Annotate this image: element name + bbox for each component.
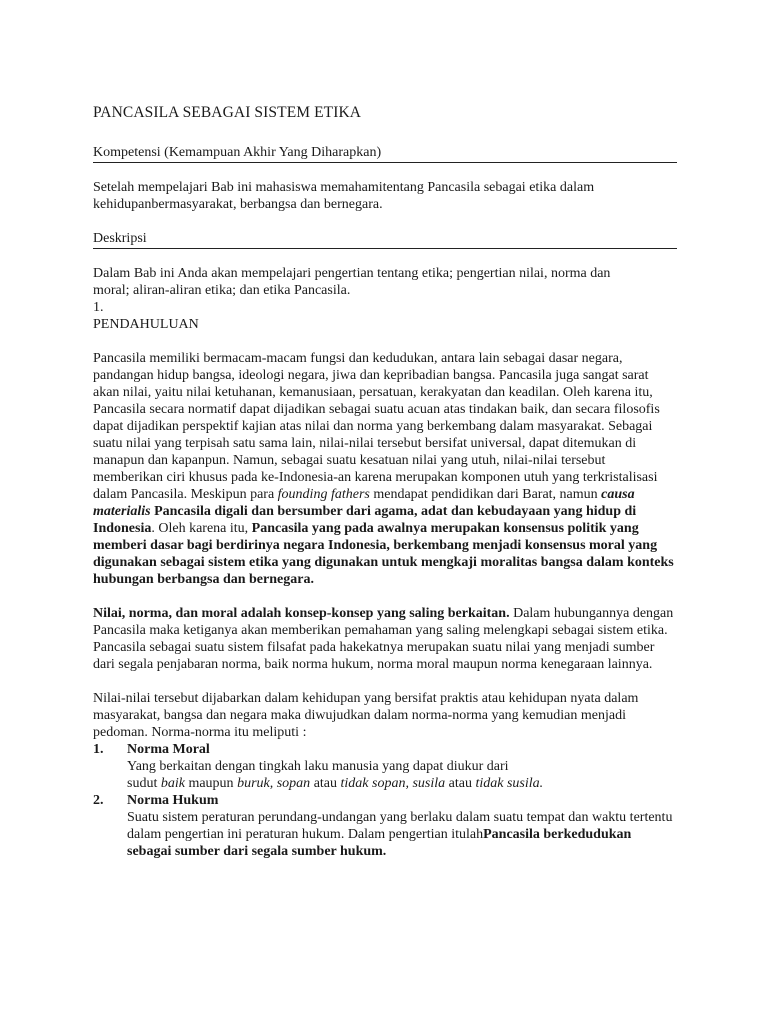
- list-body-norma-hukum: [93, 809, 677, 860]
- deskripsi-line-2: moral; aliran-aliran etika; dan etika Pancasila.: [93, 283, 351, 298]
- list-body-norma-moral: [93, 758, 677, 792]
- deskripsi-heading: Deskripsi: [93, 230, 677, 249]
- list-number: 1.: [93, 742, 104, 757]
- kompetensi-text: [93, 179, 677, 213]
- list-italic-term: tidak susila.: [475, 776, 544, 791]
- kompetensi-line-1: Setelah mempelajari Bab ini mahasiswa memahamitentang Pancasila sebagai etika dalam: [93, 180, 595, 195]
- norma-list: [93, 741, 677, 860]
- list-italic-term: tidak sopan, susila: [340, 776, 446, 791]
- deskripsi-line-1: Dalam Bab ini Anda akan mempelajari pengertian tentang etika; pengertian nilai, norma dan: [93, 266, 611, 281]
- list-title: Norma Moral: [127, 742, 210, 757]
- list-bold-text: Pancasila berkedudukan sebagai sumber dari segala sumber hukum.: [127, 827, 632, 859]
- list-body-text: Yang berkaitan dengan tingkah laku manusia yang dapat diukur dari: [127, 759, 509, 774]
- list-body-text: Suatu sistem peraturan perundang-undangan yang berlaku dalam suatu tempat dan waktu tertentu dalam pengertian ini peraturan hukum. Dalam pengertian itulah: [127, 810, 673, 842]
- list-item-norma-hukum: [93, 792, 677, 809]
- para2-bold-text: Nilai, norma, dan moral adalah konsep-konsep yang saling berkaitan.: [93, 606, 510, 621]
- document-page: [93, 103, 677, 860]
- list-title: Norma Hukum: [127, 793, 219, 808]
- paragraph-pendahuluan: [93, 350, 677, 588]
- paragraph-nilai-norma-moral: [93, 605, 677, 673]
- section-heading-pendahuluan: PENDAHULUAN: [93, 317, 199, 332]
- list-body-text: atau: [445, 776, 476, 791]
- list-body-text: sudut: [127, 776, 161, 791]
- para1-bolditalic-causa-materialis: causa materialis: [93, 487, 635, 519]
- kompetensi-line-2: kehidupanbermasyarakat, berbangsa dan bernegara.: [93, 197, 383, 212]
- para1-italic-founding-fathers: founding fathers: [277, 487, 370, 502]
- deskripsi-text: [93, 265, 677, 299]
- section-number: 1.: [93, 300, 104, 315]
- list-body-text: maupun: [184, 776, 238, 791]
- para2-text: Dalam hubungannya dengan Pancasila maka ketiganya akan memberikan pemahaman yang saling melengkapi sebagai sistem etika. Pancasila sebagai suatu sistem filsafat pada hakekatnya merupakan suatu nilai yang menjadi sumber dari segala penjabaran norma, baik norma hukum, norma moral maupun norma kenegaraan lainnya.: [93, 606, 674, 672]
- para1-text: . Oleh karena itu,: [151, 521, 252, 536]
- para1-text: Pancasila memiliki bermacam-macam fungsi dan kedudukan, antara lain sebagai dasar negara, pandangan hidup bangsa, ideologi negara, jiwa dan kepribadian bangsa. Pancasila juga sangat sarat akan nilai, yaitu nilai ketuhanan, kemanusiaan, persatuan, kerakyatan dan keadilan. Oleh karena itu, Pancasila secara normatif dapat dijadikan sebagai suatu acuan atas tindakan baik, dan secara filosofis dapat dijadikan perspektif kajian atas nilai dan norma yang berkembang dalam masyarakat. Sebagai suatu nilai yang terpisah satu sama lain, nilai-nilai tersebut bersifat universal, dapat ditemukan di manapun dan kapanpun. Namun, sebagai suatu kesatuan nilai yang utuh, nilai-nilai tersebut memberikan ciri khusus pada ke-Indonesia-an karena merupakan komponen utuh yang terkristalisasi dalam Pancasila. Meskipun para: [93, 351, 660, 502]
- list-number: 2.: [93, 793, 104, 808]
- para1-text: mendapat pendidikan dari Barat, namun: [369, 487, 602, 502]
- list-body-text: atau: [310, 776, 341, 791]
- list-item-norma-moral: [93, 741, 677, 758]
- list-italic-term: baik: [160, 776, 185, 791]
- para1-bold-text: Pancasila yang pada awalnya merupakan konsensus politik yang memberi dasar bagi berdirinya negara Indonesia, berkembang menjadi konsensus moral yang digunakan sebagai sistem etika yang digunakan untuk mengkaji moralitas bangsa dalam konteks hubungan berbangsa dan bernegara.: [93, 521, 674, 587]
- paragraph-norma-intro: Nilai-nilai tersebut dijabarkan dalam kehidupan yang bersifat praktis atau kehidupan nyata dalam masyarakat, bangsa dan negara maka diwujudkan dalam norma-norma yang kemudian menjadi pedoman. Norma-norma itu meliputi :: [93, 691, 639, 740]
- para1-bold-text: Pancasila digali dan bersumber dari agama, adat dan kebudayaan yang hidup di Indonesia: [93, 504, 637, 536]
- list-italic-term: buruk, sopan: [237, 776, 311, 791]
- kompetensi-heading: Kompetensi (Kemampuan Akhir Yang Diharapkan): [93, 144, 677, 163]
- document-title: PANCASILA SEBAGAI SISTEM ETIKA: [93, 104, 362, 121]
